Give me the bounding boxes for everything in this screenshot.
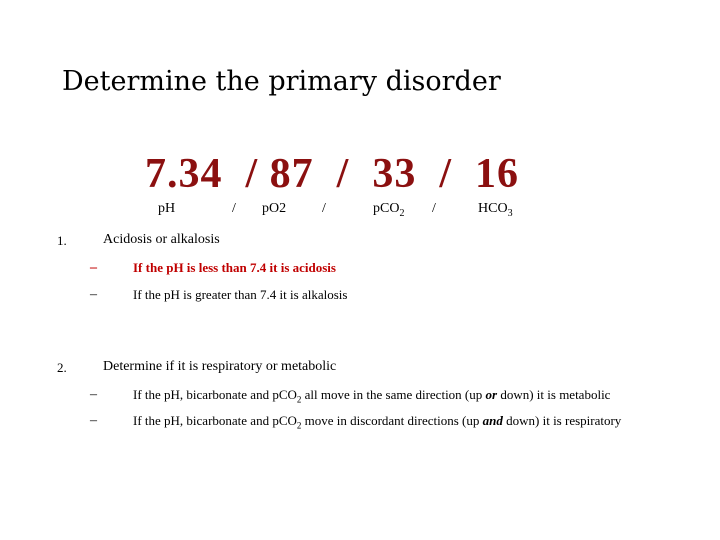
list-item-heading: Acidosis or alkalosis xyxy=(103,232,220,247)
bullet-dash: – xyxy=(90,387,97,402)
bullet-text-acidosis: If the pH is less than 7.4 it is acidosis xyxy=(133,260,336,275)
label-pco2: pCO$_2$ xyxy=(373,201,405,219)
label-ph: pH xyxy=(158,201,176,216)
bullet-dash: – xyxy=(90,413,97,428)
list-number: 1. xyxy=(57,233,67,248)
bullet-text-respiratory: If the pH, bicarbonate and pCO$_2$ move in discordant directions (up and down) it is respiratory xyxy=(133,413,622,431)
list-number: 2. xyxy=(57,360,67,375)
slide-title: Determine the primary disorder xyxy=(62,66,501,97)
blood-gas-values: 7.34 / 87 / 33 / 16 xyxy=(145,151,520,197)
label-hco3: $HCO_3$ xyxy=(478,201,513,219)
label-po2: pO2 xyxy=(262,201,287,216)
label-separator: / xyxy=(322,201,326,216)
bullet-text-alkalosis: If the pH is greater than 7.4 it is alkalosis xyxy=(133,287,348,302)
bullet-dash: – xyxy=(90,260,97,275)
label-separator: / xyxy=(232,201,236,216)
label-separator: / xyxy=(432,201,436,216)
bullet-dash: – xyxy=(90,287,97,302)
list-item-heading: Determine if it is respiratory or metabolic xyxy=(103,359,337,374)
bullet-text-metabolic: If the pH, bicarbonate and pCO$_2$ all move in the same direction (up or down) it is metabolic xyxy=(133,387,611,405)
